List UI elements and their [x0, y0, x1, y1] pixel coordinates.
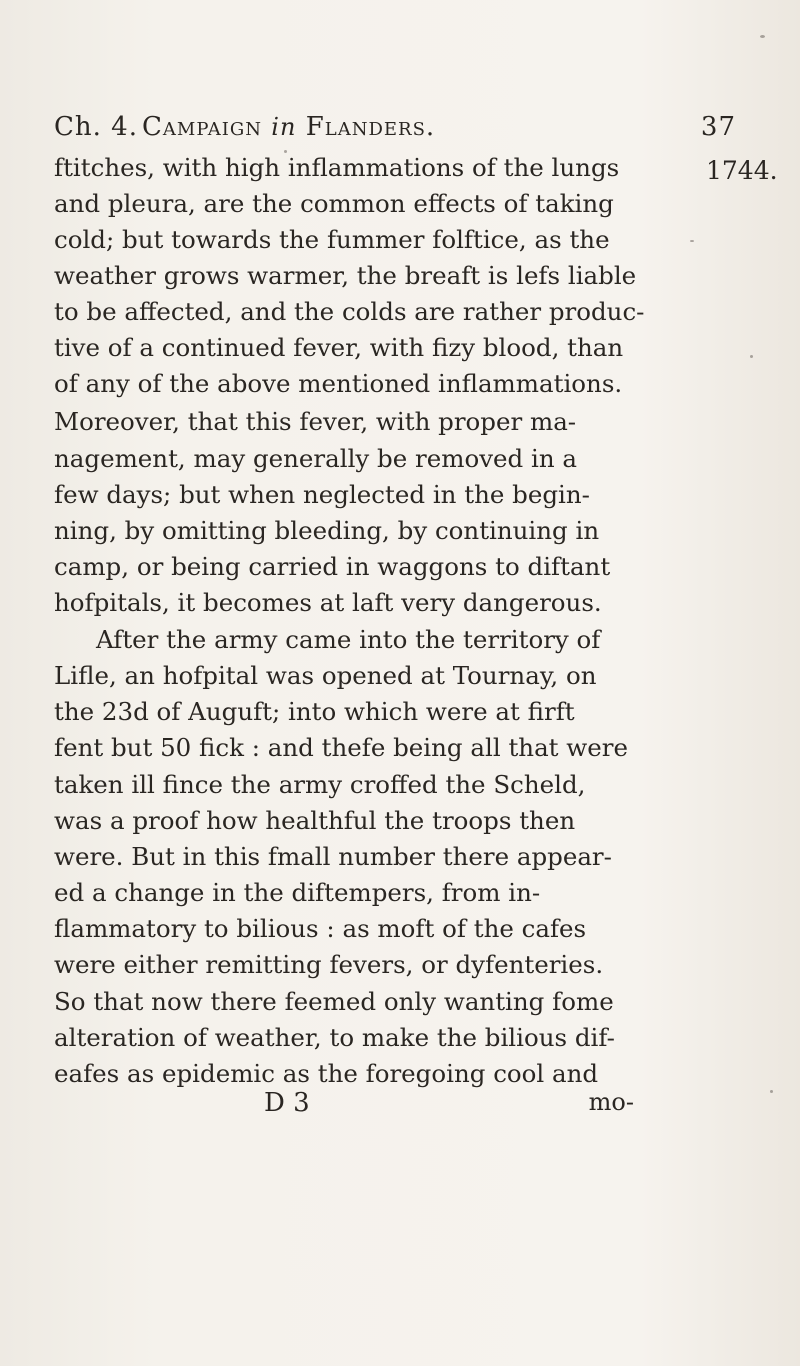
chapter-label: Ch. 4.: [54, 112, 138, 142]
ink-speck: [770, 1090, 773, 1093]
text-line: After the army came into the territory of: [96, 625, 601, 654]
text-line: So that now there feemed only wanting fome: [54, 987, 614, 1016]
page-number: 37: [700, 112, 736, 142]
text-line: eafes as epidemic as the foregoing cool and: [54, 1059, 599, 1088]
running-header: [54, 112, 776, 152]
running-title: [142, 112, 435, 142]
ink-speck: [760, 35, 765, 38]
text-line: and pleura, are the common effects of taking: [54, 189, 614, 218]
text-line: ed a change in the diftempers, from in-: [54, 878, 541, 907]
text-line: weather grows warmer, the breaft is lefs liable: [54, 261, 637, 290]
text-line: fent but 50 fick : and thefe being all that were: [54, 733, 628, 762]
text-line: of any of the above mentioned inflammations.: [54, 369, 623, 398]
catchword: mo-: [588, 1088, 634, 1116]
text-line: few days; but when neglected in the begin-: [54, 480, 590, 509]
ink-speck: [690, 240, 694, 242]
page-footer: [54, 1088, 634, 1124]
text-line: was a proof how healthful the troops then: [54, 806, 576, 835]
text-line: hofpitals, it becomes at laft very dangerous.: [54, 588, 602, 617]
ink-speck: [284, 150, 287, 153]
signature-mark: D 3: [264, 1088, 310, 1118]
text-line: were either remitting fevers, or dyfenteries.: [54, 950, 604, 979]
ink-speck: [750, 355, 753, 358]
text-line: Lifle, an hofpital was opened at Tournay, on: [54, 661, 597, 690]
text-line: to be affected, and the colds are rather produc-: [54, 297, 645, 326]
text-line: flammatory to bilious : as moft of the cafes: [54, 914, 587, 943]
text-line: taken ill fince the army croffed the Scheld,: [54, 770, 586, 799]
text-line: the 23d of Auguft; into which were at firft: [54, 697, 575, 726]
text-line: nagement, may generally be removed in a: [54, 444, 578, 473]
text-line: tive of a continued fever, with fizy blood, than: [54, 333, 624, 362]
running-title-in: in: [271, 113, 297, 141]
text-line: cold; but towards the fummer folftice, as the: [54, 225, 610, 254]
text-line: ning, by omitting bleeding, by continuing in: [54, 516, 600, 545]
text-line: were. But in this fmall number there appear-: [54, 842, 612, 871]
running-title-place: Flanders.: [305, 112, 436, 142]
text-line: camp, or being carried in waggons to diftant: [54, 552, 611, 581]
running-title-main: Campaign: [142, 112, 263, 142]
text-line: alteration of weather, to make the bilious dif-: [54, 1023, 615, 1052]
text-line: Moreover, that this fever, with proper ma-: [54, 407, 577, 436]
text-line: ftitches, with high inflammations of the lungs: [54, 153, 620, 182]
margin-year: 1744.: [706, 156, 778, 185]
